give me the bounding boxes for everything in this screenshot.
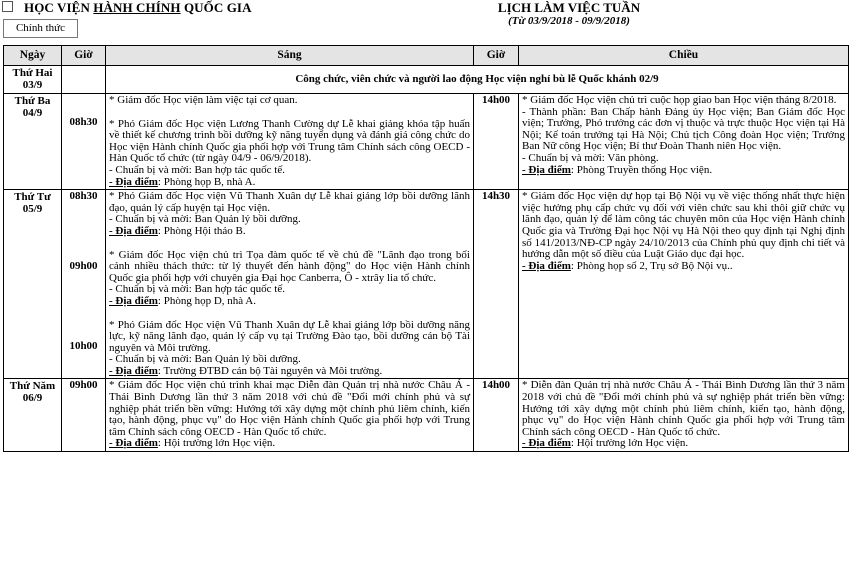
morning-activities-cell: * Giám đốc Học viện chủ trình khai mạc Diễn đàn Quản trị nhà nước Châu Á - Thái Bình Dương lần thứ 3 năm 2018 với chủ đề "Đổi mới chính phủ và sự nghiệp phát triển bền vững: Hướng tới xây dựng một chính phủ liêm chính, kiến tạo, hành động, phục vụ" do Học viện Hành chính Quốc gia phối hợp với Trung tâm Chính sách công OECD - Hàn Quốc tổ chức. - Địa điểm: Hội trường lớn Học viện.	[106, 379, 474, 452]
organization-name: HỌC VIỆN HÀNH CHÍNH QUỐC GIA	[24, 0, 252, 15]
table-row-tuesday	[4, 94, 849, 190]
morning-time-cell: 09h00	[62, 379, 106, 452]
day-cell-monday: Thứ Hai 03/9	[4, 66, 62, 94]
holiday-notice: Công chức, viên chức và người lao động Học viện nghỉ bù lễ Quốc khánh 02/9	[106, 66, 849, 94]
page-header	[0, 0, 851, 48]
afternoon-time-cell: 14h00	[474, 94, 519, 190]
afternoon-activities-cell: * Giám đốc Học viện chủ trì cuộc họp giao ban Học viện tháng 8/2018. - Thành phần: Ban Chấp hành Đảng ủy Học viện; Ban Giám đốc Học viện; Trưởng, Phó trưởng các đơn vị thuộc và trực thuộc Học viện tại Hà Nội; Kế toán trưởng tại Hà Nội; Chủ tịch Công đoàn Học viện; Trưởng Ban Nữ công Học viện; Bí thư Đoàn Thanh niên Học viện. - Chuẩn bị và mời: Văn phòng. - Địa điểm: Phòng Truyền thống Học viện.	[519, 94, 849, 190]
afternoon-time-cell: 14h00	[474, 379, 519, 452]
weekly-schedule-table	[3, 45, 849, 452]
col-header-day: Ngày	[4, 46, 62, 66]
afternoon-activities-cell: * Diễn đàn Quản trị nhà nước Châu Á - Thái Bình Dương lần thứ 3 năm 2018 với chủ đề "Đổi mới chính phủ và sự nghiệp phát triển bền vững: Hướng tới xây dựng một chính phủ liêm chính, kiến tạo, hành động, phục vụ" do Học viện Hành chính Quốc gia phối hợp với Trung tâm Chính sách công OECD - Hàn Quốc tổ chức. - Địa điểm: Hội trường lớn Học viện.	[519, 379, 849, 452]
schedule-title: LỊCH LÀM VIỆC TUẦN	[497, 0, 641, 15]
table-header-row	[4, 46, 849, 66]
afternoon-activities-cell: * Giám đốc Học viện dự họp tại Bộ Nội vụ về việc thống nhất thực hiện việc hưởng phụ cấp chức vụ đối với viên chức sau khi thôi giữ chức vụ lãnh đạo, quản lý để làm công tác chuyên môn của Học viện Hành chính Quốc gia và Trường Đại học Nội vụ Hà Nội theo quy định tại Nghị định số 141/2013/NĐ-CP ngày 24/10/2013 của Chính phủ quy định chi tiết và hướng dẫn một số điều của Luật Giáo dục đại học. - Địa điểm: Phòng họp số 2, Trụ sở Bộ Nội vụ..	[519, 190, 849, 379]
table-row-thursday	[4, 379, 849, 452]
morning-time-cell: 08h30 09h00 10h00	[62, 190, 106, 379]
morning-time-cell: 08h30	[62, 94, 106, 190]
table-row-wednesday	[4, 190, 849, 379]
col-header-time: Giờ	[62, 46, 106, 66]
col-header-time-afternoon: Giờ	[474, 46, 519, 66]
morning-activities-cell: * Giám đốc Học viện làm việc tại cơ quan. * Phó Giám đốc Học viện Lương Thanh Cường dự Lễ khai giảng khóa tập huấn về thiết kế chương trình bồi dưỡng kỹ năng tuyển dụng và đánh giá công chức do Học viện Hành chính Quốc gia phối hợp với Trung tâm Chính sách công OECD - Hàn Quốc tổ chức (từ ngày 04/9 - 06/9/2018). - Chuẩn bị và mời: Ban hợp tác quốc tế. - Địa điểm: Phòng họp B, nhà A.	[106, 94, 474, 190]
day-cell-wednesday: Thứ Tư 05/9	[4, 190, 62, 379]
day-cell-thursday: Thứ Năm 06/9	[4, 379, 62, 452]
col-header-morning: Sáng	[106, 46, 474, 66]
schedule-date-range: (Từ 03/9/2018 - 09/9/2018)	[508, 15, 630, 27]
time-cell-empty	[62, 66, 106, 94]
day-cell-tuesday: Thứ Ba 04/9	[4, 94, 62, 190]
col-header-afternoon: Chiều	[519, 46, 849, 66]
official-button[interactable]: Chính thức	[3, 19, 78, 38]
select-checkbox[interactable]	[2, 1, 13, 12]
afternoon-time-cell: 14h30	[474, 190, 519, 379]
table-row-monday	[4, 66, 849, 94]
morning-activities-cell: * Phó Giám đốc Học viện Vũ Thanh Xuân dự Lễ khai giảng lớp bồi dưỡng lãnh đạo, quản lý cấp huyện tại Học viện. - Chuẩn bị và mời: Ban Quản lý bồi dưỡng. - Địa điểm: Phòng Hội thảo B. * Giám đốc Học viện chủ trì Tọa đàm quốc tế về chủ đề "Lãnh đạo trong bối cảnh nhiều thách thức: từ lý thuyết đến hành động" do Học viện Hành chính Quốc gia phối hợp với chuyên gia Đại học Canberra, Ô - xtrây lia tổ chức. - Chuẩn bị và mời: Ban hợp tác quốc tế. - Địa điểm: Phòng họp D, nhà A. * Phó Giám đốc Học viện Vũ Thanh Xuân dự Lễ khai giảng lớp bồi dưỡng năng lực, kỹ năng lãnh đạo, quản lý cấp vụ tại Trường Đào tạo, bồi dưỡng cán bộ Tài nguyên và Môi trường. - Chuẩn bị và mời: Ban Quản lý bồi dưỡng. - Địa điểm: Trường ĐTBD cán bộ Tài nguyên và Môi trường.	[106, 190, 474, 379]
